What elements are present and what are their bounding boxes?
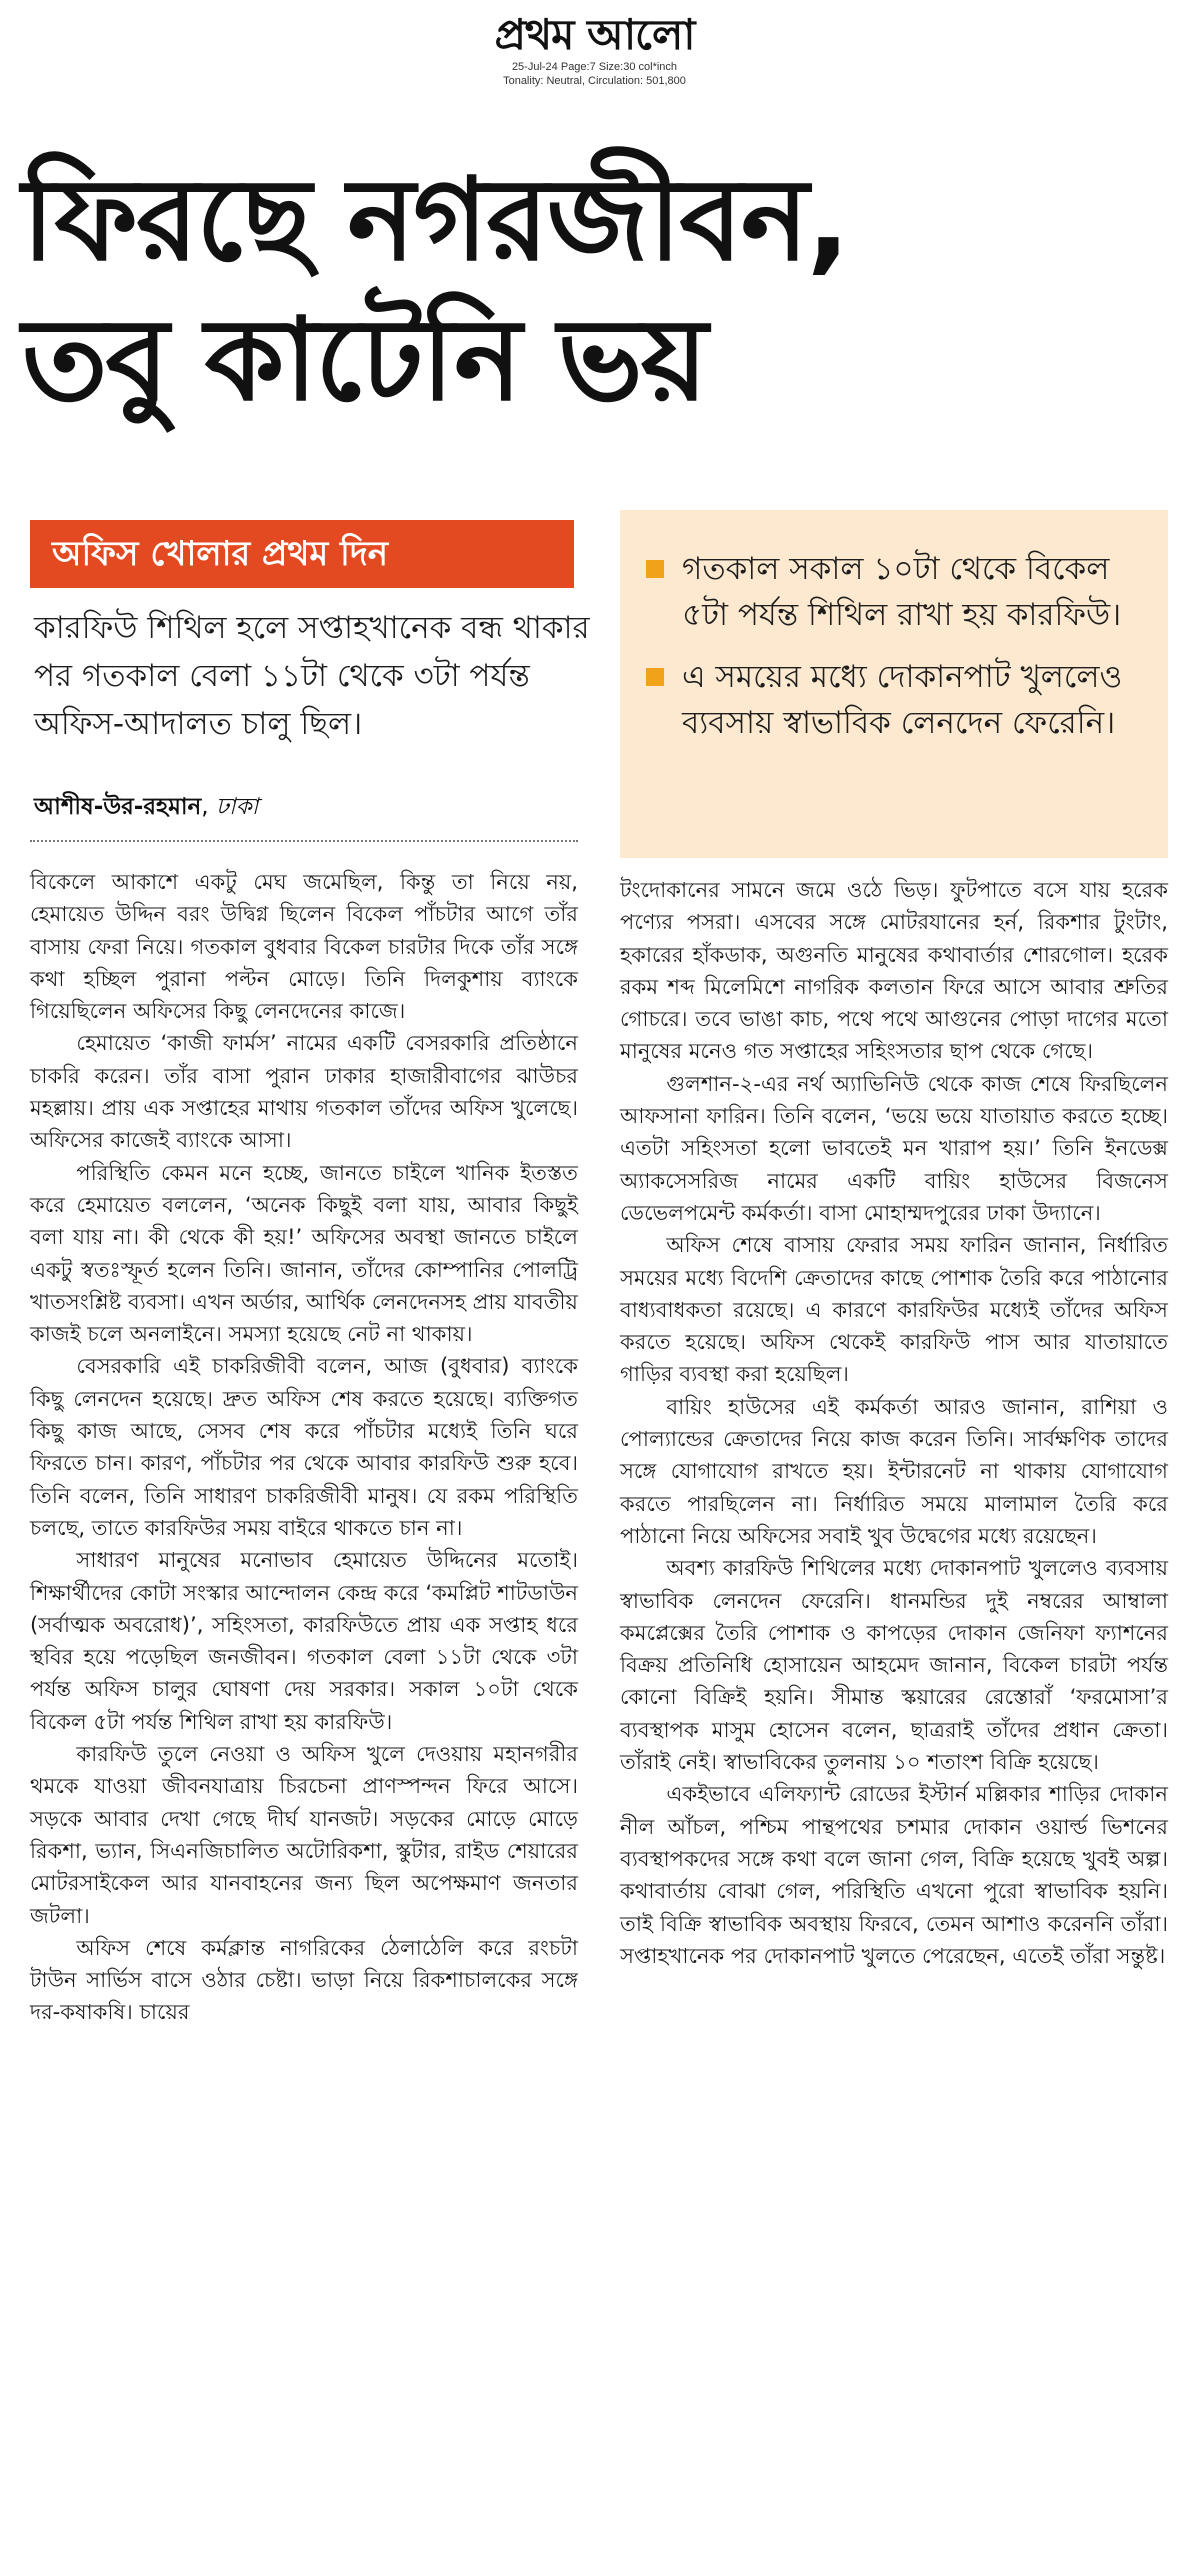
summary-box bbox=[620, 510, 1168, 858]
body-paragraph: গুলশান-২-এর নর্থ অ্যাভিনিউ থেকে কাজ শেষে ফিরছিলেন আফসানা ফারিন। তিনি বলেন, ‘ভয়ে ভয়ে যাতায়াত করতে হচ্ছে। এতটা সহিংসতা হলো ভাবতেই মন খারাপ হয়।’ তিনি ইনডেক্স অ্যাকসেসরিজ নামের একটি বায়িং হাউসের বিজনেস ডেভেলপমেন্ট কর্মকর্তা। বাসা মোহাম্মদপুরের ঢাকা উদ্যানে। bbox=[620, 1070, 1168, 1225]
body-paragraph: অফিস শেষে কর্মক্লান্ত নাগরিকের ঠেলাঠেলি করে রংচটা টাউন সার্ভিস বাসে ওঠার চেষ্টা। ভাড়া নিয়ে রিকশাচালকের সঙ্গে দর-কষাকষি। চায়ের bbox=[30, 1934, 578, 2025]
body-paragraph: অফিস শেষে বাসায় ফেরার সময় ফারিন জানান, নির্ধারিত সময়ের মধ্যে বিদেশি ক্রেতাদের কাছে পোশাক তৈরি করে পাঠানোর বাধ্যবাধকতা রয়েছে। এ কারণে কারফিউর মধ্যেই তাঁদের অফিস করতে হয়েছে। অফিস থেকেই কারফিউ পাস আর যাতায়াতে গাড়ির ব্যবস্থা করা হয়েছিল। bbox=[620, 1232, 1168, 1387]
article-deck: কারফিউ শিথিল হলে সপ্তাহখানেক বন্ধ থাকার পর গতকাল বেলা ১১টা থেকে ৩টা পর্যন্ত অফিস-আদালত চালু ছিল। bbox=[34, 610, 590, 742]
byline-divider bbox=[30, 840, 578, 842]
clipping-meta bbox=[0, 60, 1189, 88]
body-paragraph: হেমায়েত ‘কাজী ফার্মস’ নামের একটি বেসরকারি প্রতিষ্ঠানে চাকরি করেন। তাঁর বাসা পুরান ঢাকার হাজারীবাগের ঝাউচর মহল্লায়। প্রায় এক সপ্তাহের মাথায় গতকাল তাঁদের অফিস খুলেছে। অফিসের কাজেই ব্যাংকে আসা। bbox=[30, 1030, 578, 1153]
summary-point bbox=[646, 654, 1140, 746]
meta-line-1: 25-Jul-24 Page:7 Size:30 col*inch bbox=[511, 61, 678, 73]
summary-point-text: গতকাল সকাল ১০টা থেকে বিকেল ৫টা পর্যন্ত শিথিল রাখা হয় কারফিউ। bbox=[682, 551, 1122, 633]
body-paragraph: সাধারণ মানুষের মনোভাব হেমায়েত উদ্দিনের মতোই। শিক্ষার্থীদের কোটা সংস্কার আন্দোলন কেন্দ্র করে ‘কমপ্লিট শাটডাউন (সর্বাত্মক অবরোধ)’, সহিংসতা, কারফিউতে প্রায় এক সপ্তাহ ধরে স্থবির হয়ে পড়েছিল জনজীবন। গতকাল বেলা ১১টা থেকে ৩টা পর্যন্ত অফিস চালুর ঘোষণা দেয় সরকার। সকাল ১০টা থেকে বিকেল ৫টা পর্যন্ত শিথিল রাখা হয় কারফিউ। bbox=[30, 1547, 578, 1734]
newspaper-logo bbox=[494, 10, 695, 59]
byline: আশীষ-উর-রহমান, ঢাকা bbox=[34, 794, 259, 820]
bullet-square-icon bbox=[646, 560, 664, 578]
body-paragraph: পরিস্থিতি কেমন মনে হচ্ছে, জানতে চাইলে খানিক ইতস্তত করে হেমায়েত বললেন, ‘অনেক কিছুই বলা যায়, আবার কিছুই বলা যায় না। কী থেকে কী হয়!’ অফিসের অবস্থা জানতে চাইলে একটু স্বতঃস্ফূর্ত হলেন তিনি। জানান, তাঁদের কোম্পানির পোলট্রি খাতসংশ্লিষ্ট ব্যবসা। এখন অর্ডার, আর্থিক লেনদেনসহ প্রায় যাবতীয় কাজই চলে অনলাইনে। সমস্যা হয়েছে নেট না থাকায়। bbox=[30, 1159, 578, 1347]
masthead bbox=[0, 10, 1189, 88]
body-paragraph: একইভাবে এলিফ্যান্ট রোডের ইস্টার্ন মল্লিকার শাড়ির দোকান নীল আঁচল, পশ্চিম পান্থপথের চশমার দোকান ওয়ার্ল্ড ভিশনের ব্যবস্থাপকদের সঙ্গে কথা বলে জানা গেল, বিক্রি হয়েছে খুবই অল্প। কথাবার্তায় বোঝা গেল, পরিস্থিতি এখনো পুরো স্বাভাবিক হয়নি। তাই বিক্রি স্বাভাবিক অবস্থায় ফিরবে, তেমন আশাও করেননি তাঁরা। সপ্তাহখানেক পর দোকানপাট খুলতে পেরেছেন, এতেই তাঁরা সন্তুষ্ট। bbox=[620, 1781, 1168, 1968]
body-paragraph: বায়িং হাউসের এই কর্মকর্তা আরও জানান, রাশিয়া ও পোল্যান্ডের ক্রেতাদের নিয়ে কাজ করেন তিনি। সার্বক্ষণিক তাদের সঙ্গে যোগাযোগ রাখতে হয়। ইন্টারনেট না থাকায় যোগাযোগ করতে পারছিলেন না। নির্ধারিত সময়ে মালামাল তৈরি করে পাঠানো নিয়ে অফিসের সবাই খুব উদ্বেগের মধ্যে রয়েছেন। bbox=[620, 1393, 1168, 1548]
body-paragraph: কারফিউ তুলে নেওয়া ও অফিস খুলে দেওয়ায় মহানগরীর থমকে যাওয়া জীবনযাত্রায় চিরচেনা প্রাণস্পন্দন ফিরে আসে। সড়কে আবার দেখা গেছে দীর্ঘ যানজট। সড়কের মোড়ে মোড়ে রিকশা, ভ্যান, সিএনজিচালিত অটোরিকশা, স্কুটার, রাইড শেয়ারের মোটরসাইকেল আর যানবাহনের জন্য ছিল অপেক্ষমাণ জনতার জটলা। bbox=[30, 1741, 578, 1928]
headline bbox=[22, 150, 1172, 430]
headline-line-2: তবু কাটেনি ভয় bbox=[22, 293, 706, 426]
byline-place: ঢাকা bbox=[215, 794, 259, 820]
headline-line-1: ফিরছে নগরজীবন, bbox=[22, 153, 849, 286]
summary-point-text: এ সময়ের মধ্যে দোকানপাট খুললেও ব্যবসায় স্বাভাবিক লেনদেন ফেরেনি। bbox=[682, 659, 1123, 741]
body-paragraph: বিকেলে আকাশে একটু মেঘ জমেছিল, কিন্তু তা নিয়ে নয়, হেমায়েত উদ্দিন বরং উদ্বিগ্ন ছিলেন বিকেল পাঁচটার আগে তাঁর বাসায় ফেরা নিয়ে। গতকাল বুধবার বিকেল চারটার দিকে তাঁর সঙ্গে কথা হচ্ছিল পুরানা পল্টন মোড়ে। তিনি দিলকুশায় ব্যাংকে গিয়েছিলেন অফিসের কিছু লেনদেনের কাজে। bbox=[30, 869, 578, 1024]
bullet-square-icon bbox=[646, 668, 664, 686]
meta-line-2: Tonality: Neutral, Circulation: 501,800 bbox=[503, 75, 686, 87]
body-paragraph: টংদোকানের সামনে জমে ওঠে ভিড়। ফুটপাতে বসে যায় হরেক পণ্যের পসরা। এসবের সঙ্গে মোটরযানের হর্ন, রিকশার টুংটাং, হকারের হাঁকডাক, অগুনতি মানুষের কথাবার্তার শোরগোল। হরেক রকম শব্দ মিলেমিশে নাগরিক কলতান ফিরে আসে আবার শ্রুতির গোচরে। তবে ভাঙা কাচ, পথে পথে আগুনের পোড়া দাগের মতো মানুষের মনেও গত সপ্তাহের সহিংসতার ছাপ থেকে গেছে। bbox=[620, 877, 1168, 1064]
summary-point bbox=[646, 546, 1140, 638]
logo-text: প্রথম আলো bbox=[494, 10, 695, 59]
body-paragraph: অবশ্য কারফিউ শিথিলের মধ্যে দোকানপাট খুললেও ব্যবসায় স্বাভাবিক লেনদেন ফেরেনি। ধানমন্ডির দুই নম্বরের আম্বালা কমপ্লেক্সের তৈরি পোশাক ও কাপড়ের দোকান জেনিফা ফ্যাশনের বিক্রয় প্রতিনিধি হোসায়েন আহমেদ জানান, বিকেল চারটা পর্যন্ত কোনো বিক্রিই হয়নি। সীমান্ত স্কয়ারের রেস্তোরাঁ ‘ফরমোসা’র ব্যবস্থাপক মাসুম হোসেন বলেন, ছাত্ররাই তাঁদের প্রধান ক্রেতা। তাঁরাই নেই। স্বাভাবিকের তুলনায় ১০ শতাংশ বিক্রি হয়েছে। bbox=[620, 1555, 1168, 1775]
body-column-left bbox=[30, 866, 578, 2029]
body-column-right bbox=[620, 874, 1168, 1972]
body-paragraph: বেসরকারি এই চাকরিজীবী বলেন, আজ (বুধবার) ব্যাংকে কিছু লেনদেন হয়েছে। দ্রুত অফিস শেষ করতে হয়েছে। ব্যক্তিগত কিছু কাজ আছে, সেসব শেষ করে পাঁচটার মধ্যেই তিনি ঘরে ফিরতে চান। কারণ, পাঁচটার পর থেকে আবার কারফিউ শুরু হবে। তিনি বলেন, তিনি সাধারণ চাকরিজীবী মানুষ। যে রকম পরিস্থিতি চলছে, তাতে কারফিউর সময় বাইরে থাকতে চান না। bbox=[30, 1353, 578, 1540]
byline-author: আশীষ-উর-রহমান bbox=[34, 794, 202, 820]
kicker-banner: অফিস খোলার প্রথম দিন bbox=[30, 520, 574, 588]
